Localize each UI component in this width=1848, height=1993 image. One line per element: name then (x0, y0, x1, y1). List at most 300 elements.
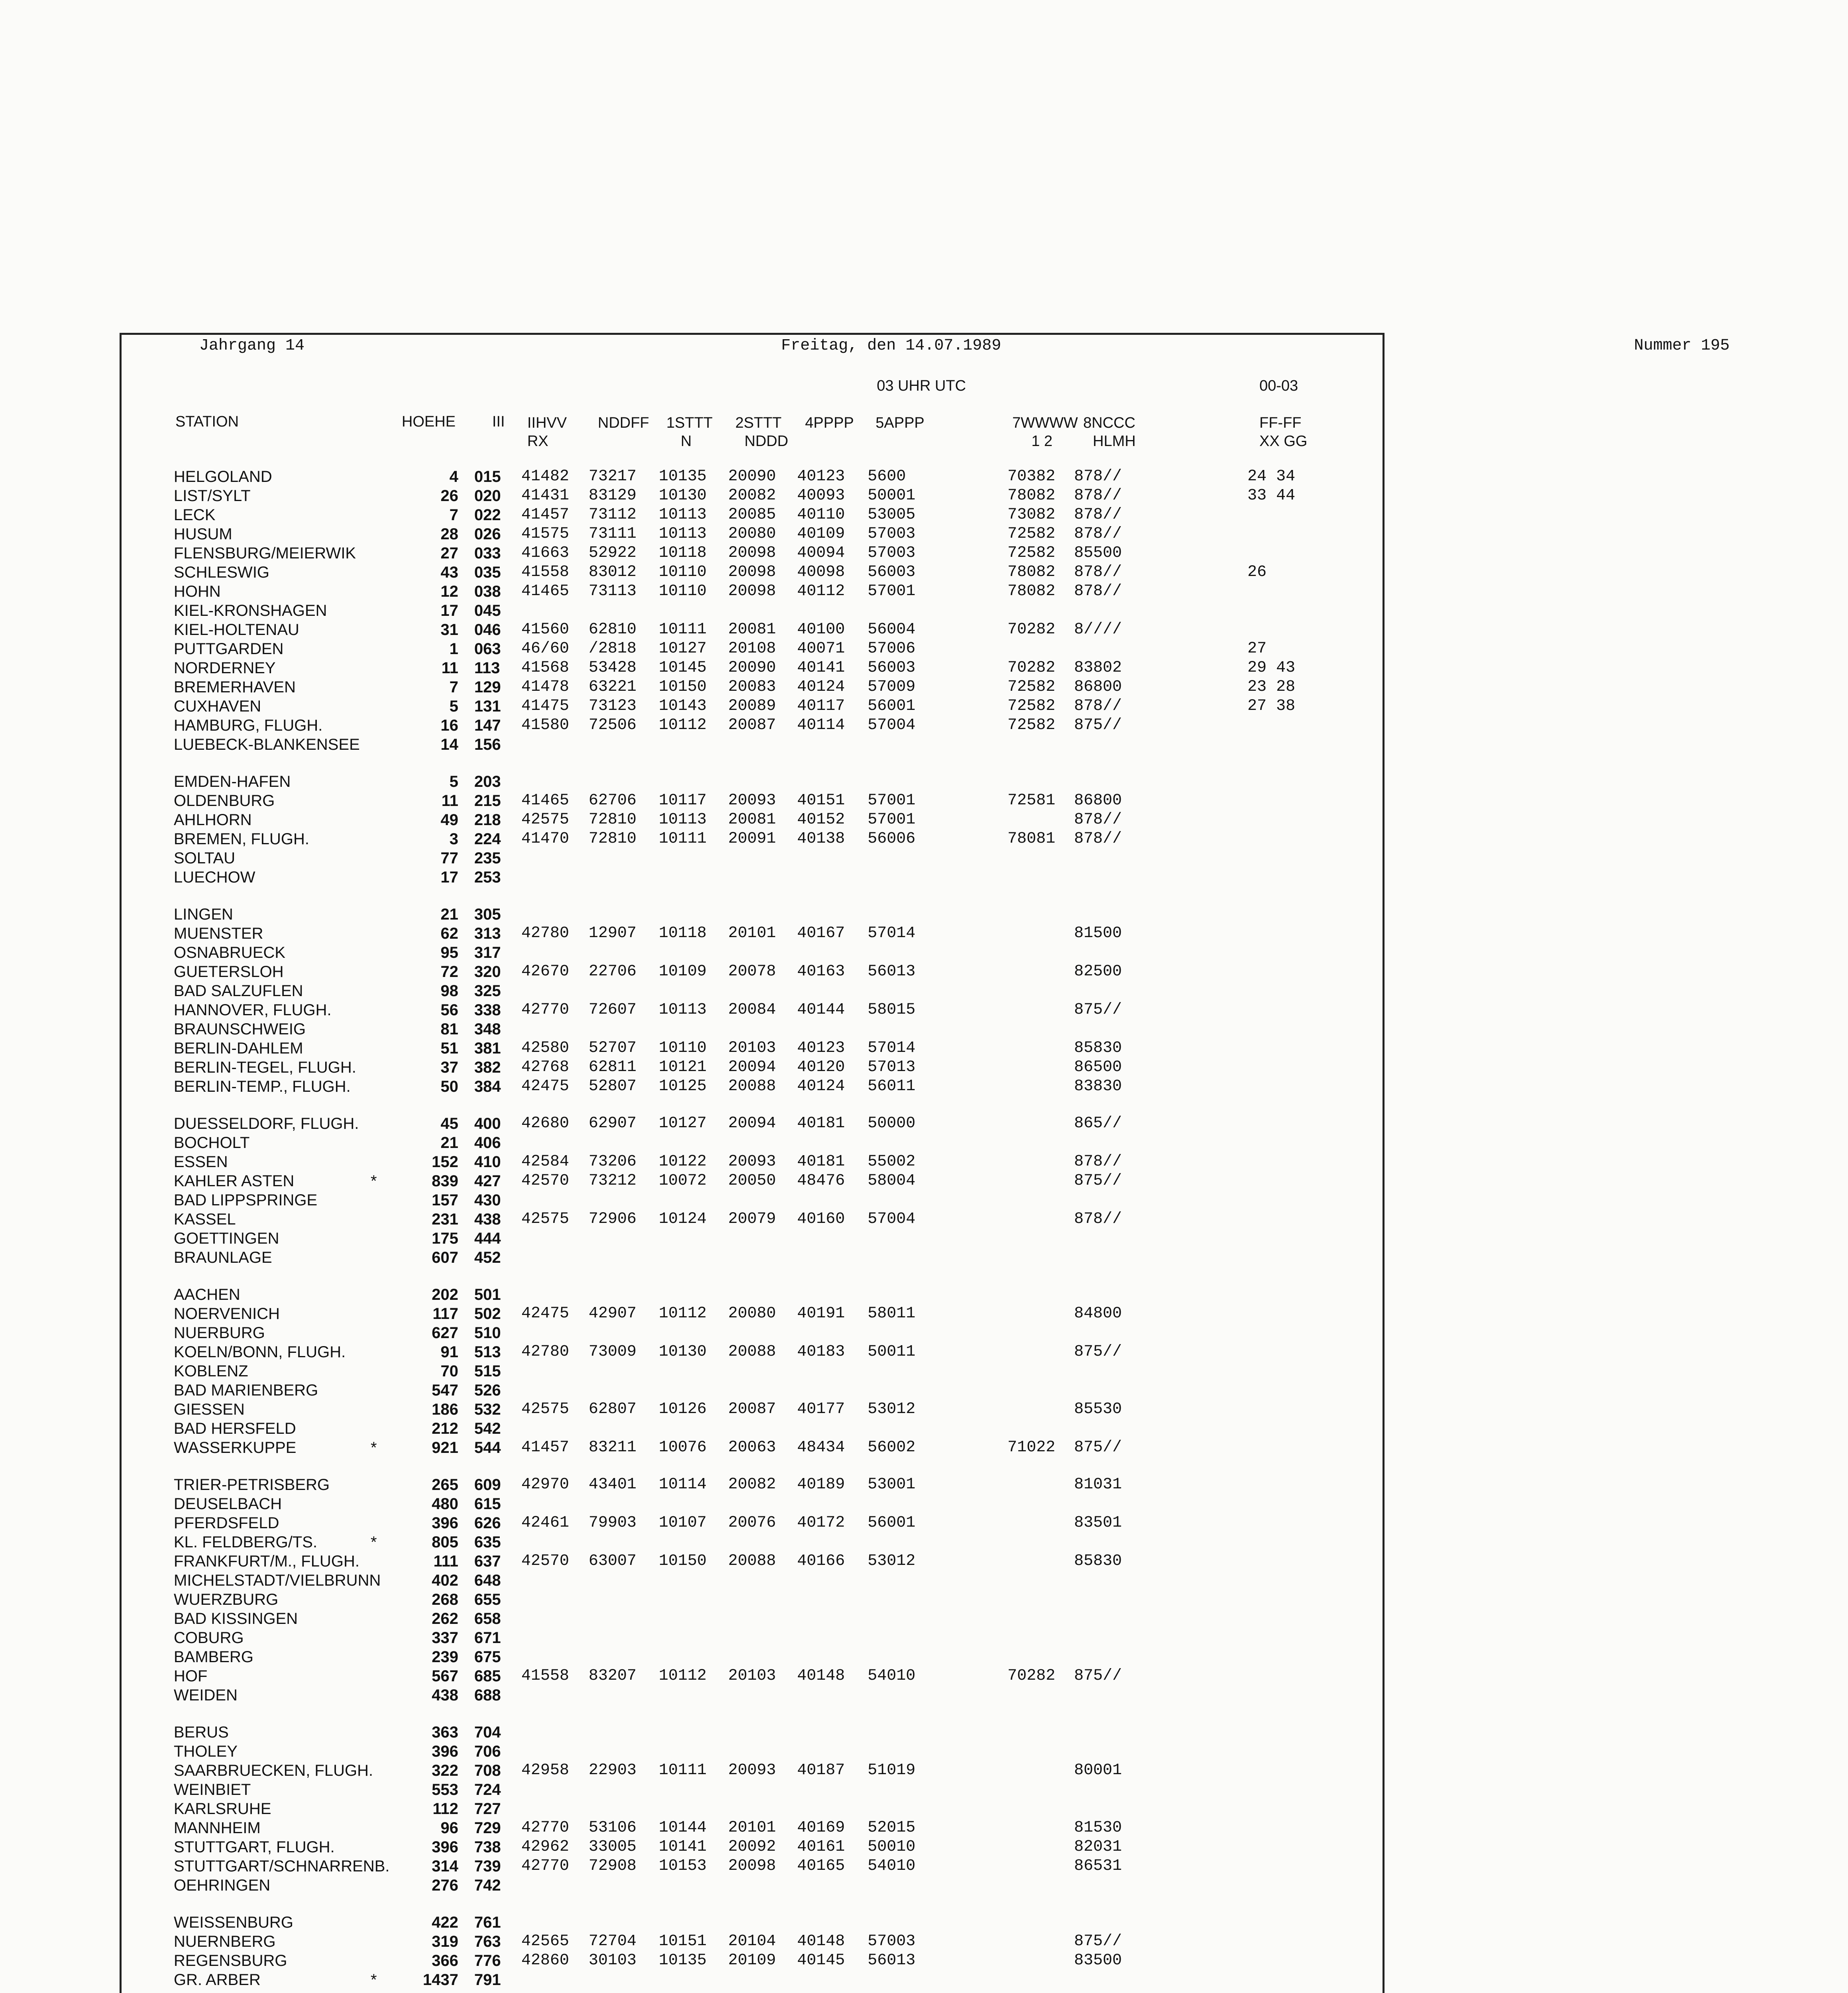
station-name: HUSUM (174, 525, 232, 543)
wind-gust: 27 38 (1247, 697, 1296, 715)
synop-group: 72582 (1007, 544, 1056, 562)
synop-group: 40093 (797, 487, 845, 505)
synop-group: 20101 (728, 1819, 776, 1837)
wind-gust: 27 (1247, 640, 1267, 658)
station-height: 186 (432, 1401, 458, 1418)
station-name: MANNHEIM (174, 1819, 261, 1837)
synop-group: 10117 (659, 792, 707, 810)
synop-group: 42575 (521, 811, 570, 829)
synop-group: 56004 (868, 621, 916, 639)
station-name: WEIDEN (174, 1686, 238, 1704)
synop-group: 57013 (868, 1058, 916, 1076)
synop-group: 20103 (728, 1039, 776, 1057)
synop-group: 20080 (728, 525, 776, 543)
issue-number: Nummer 195 (1634, 337, 1730, 355)
station-id: 384 (474, 1078, 501, 1095)
station-id: 742 (474, 1877, 501, 1894)
synop-group: 54010 (868, 1667, 916, 1685)
col-iihvv-heading: IIHVV (527, 415, 567, 431)
synop-group: 56011 (868, 1077, 916, 1095)
synop-group: 878// (1074, 487, 1122, 505)
synop-group: 8//// (1074, 621, 1122, 639)
synop-group: 72582 (1007, 697, 1056, 715)
station-id: 313 (474, 925, 501, 942)
station-height: 4 (449, 468, 458, 485)
synop-group: 40167 (797, 924, 845, 942)
synop-group: 63007 (589, 1552, 637, 1570)
synop-group: 20084 (728, 1001, 776, 1019)
station-name: KIEL-KRONSHAGEN (174, 602, 327, 619)
synop-group: 41482 (521, 468, 570, 485)
synop-group: 40161 (797, 1838, 845, 1856)
col-ffff-heading: FF-FF (1259, 415, 1302, 431)
station-height: 7 (449, 506, 458, 524)
synop-group: 48476 (797, 1172, 845, 1190)
station-name: OEHRINGEN (174, 1877, 271, 1894)
station-name: THOLEY (174, 1743, 238, 1760)
station-name: KAHLER ASTEN (174, 1172, 295, 1190)
station-id: 430 (474, 1191, 501, 1209)
synop-group: 58004 (868, 1172, 916, 1190)
station-name: KL. FELDBERG/TS. (174, 1533, 318, 1551)
station-height: 49 (440, 811, 458, 829)
station-name: CUXHAVEN (174, 698, 261, 715)
synop-group: 58015 (868, 1001, 916, 1019)
synop-group: 72906 (589, 1210, 637, 1228)
station-id: 400 (474, 1115, 501, 1132)
synop-group: 10113 (659, 1001, 707, 1019)
synop-group: 20088 (728, 1343, 776, 1361)
synop-group: 57003 (868, 525, 916, 543)
synop-group: 81031 (1074, 1476, 1122, 1494)
col-1sttt-heading: 1STTT (666, 415, 713, 431)
station-id: 513 (474, 1343, 501, 1361)
synop-group: 10110 (659, 563, 707, 581)
station-id: 501 (474, 1286, 501, 1303)
station-name: BREMERHAVEN (174, 678, 296, 696)
col-7wwww-heading: 7WWWW (1012, 415, 1078, 431)
station-name: COBURG (174, 1629, 244, 1647)
synop-group: 20088 (728, 1077, 776, 1095)
station-name: NOERVENICH (174, 1305, 280, 1323)
station-id: 763 (474, 1933, 501, 1950)
synop-group: 57001 (868, 792, 916, 810)
synop-group: 20092 (728, 1838, 776, 1856)
synop-group: 40094 (797, 544, 845, 562)
station-height: 112 (432, 1800, 458, 1818)
station-height: 11 (441, 659, 458, 677)
synop-group: 10124 (659, 1210, 707, 1228)
synop-group: 72908 (589, 1857, 637, 1875)
synop-group: 51019 (868, 1761, 916, 1779)
synop-group: 10113 (659, 525, 707, 543)
station-height: 21 (440, 1134, 458, 1152)
synop-group: 72810 (589, 811, 637, 829)
station-name: HELGOLAND (174, 468, 272, 485)
synop-group: 57003 (868, 544, 916, 562)
synop-group: 10141 (659, 1838, 707, 1856)
synop-group: 41560 (521, 621, 570, 639)
station-id: 224 (474, 830, 501, 848)
station-height: 95 (440, 944, 458, 961)
synop-group: 10145 (659, 659, 707, 677)
station-name: BERLIN-TEMP., FLUGH. (174, 1078, 351, 1095)
station-id: 381 (474, 1040, 501, 1057)
synop-group: 86800 (1074, 678, 1122, 696)
station-height: 91 (440, 1343, 458, 1361)
synop-group: 73123 (589, 697, 637, 715)
synop-group: 56003 (868, 563, 916, 581)
synop-group: 40117 (797, 697, 845, 715)
synop-group: 20098 (728, 544, 776, 562)
synop-group: 40160 (797, 1210, 845, 1228)
station-name: MICHELSTADT/VIELBRUNN (174, 1572, 381, 1589)
station-name: SCHLESWIG (174, 564, 270, 581)
station-height: 805 (432, 1533, 458, 1551)
synop-group: 878// (1074, 563, 1122, 581)
synop-group: 20089 (728, 697, 776, 715)
synop-group: 20090 (728, 659, 776, 677)
station-name: BERLIN-DAHLEM (174, 1040, 303, 1057)
synop-group: 70282 (1007, 1667, 1056, 1685)
station-name: KARLSRUHE (174, 1800, 271, 1818)
station-name: HAMBURG, FLUGH. (174, 717, 323, 734)
synop-group: 22706 (589, 963, 637, 981)
station-id: 129 (474, 678, 501, 696)
col-4pppp-heading: 4PPPP (805, 415, 854, 431)
station-height: 175 (432, 1230, 458, 1247)
synop-group: 10076 (659, 1439, 707, 1456)
synop-group: 63221 (589, 678, 637, 696)
time-range-heading: 00-03 (1259, 377, 1298, 394)
wind-gust: 24 34 (1247, 468, 1296, 485)
synop-group: 72506 (589, 716, 637, 734)
synop-group: 20079 (728, 1210, 776, 1228)
station-id: 215 (474, 792, 501, 810)
synop-group: 20094 (728, 1058, 776, 1076)
station-name: BOCHOLT (174, 1134, 250, 1152)
synop-group: 42768 (521, 1058, 570, 1076)
station-height: 17 (440, 602, 458, 619)
synop-group: 20103 (728, 1667, 776, 1685)
station-name: HOF (174, 1667, 208, 1685)
station-id: 203 (474, 773, 501, 790)
synop-group: 40114 (797, 716, 845, 734)
station-id: 113 (474, 659, 500, 677)
synop-group: 42575 (521, 1210, 570, 1228)
hoehe-heading: HOEHE (402, 413, 456, 430)
synop-group: 83802 (1074, 659, 1122, 677)
station-height: 366 (432, 1952, 458, 1969)
synop-group: 73217 (589, 468, 637, 485)
station-id: 637 (474, 1553, 501, 1570)
synop-group: 83830 (1074, 1077, 1122, 1095)
synop-group: 57003 (868, 1932, 916, 1950)
synop-group: 50001 (868, 487, 916, 505)
station-id: 515 (474, 1362, 501, 1380)
station-height: 3 (449, 830, 458, 848)
synop-group: 40124 (797, 1077, 845, 1095)
synop-group: 33005 (589, 1838, 637, 1856)
station-height: 547 (432, 1382, 458, 1399)
synop-group: 40187 (797, 1761, 845, 1779)
synop-group: 62811 (589, 1058, 637, 1076)
station-name: BAD HERSFELD (174, 1420, 296, 1437)
synop-group: 53428 (589, 659, 637, 677)
station-height: 14 (440, 736, 458, 753)
synop-group: 78082 (1007, 582, 1056, 600)
station-height: 921 (432, 1439, 458, 1456)
station-name: BRAUNLAGE (174, 1249, 272, 1266)
station-id: 348 (474, 1020, 501, 1038)
synop-group: 62810 (589, 621, 637, 639)
station-height: 231 (432, 1211, 458, 1228)
synop-group: 10144 (659, 1819, 707, 1837)
synop-group: 40109 (797, 525, 845, 543)
station-height: 157 (432, 1191, 458, 1209)
station-id: 406 (474, 1134, 501, 1152)
synop-group: 56003 (868, 659, 916, 677)
synop-group: 57006 (868, 640, 916, 658)
synop-group: 10072 (659, 1172, 707, 1190)
synop-group: 72704 (589, 1932, 637, 1950)
station-id: 648 (474, 1572, 501, 1589)
station-id: 675 (474, 1648, 501, 1666)
station-name: WEINBIET (174, 1781, 251, 1798)
synop-group: 10126 (659, 1400, 707, 1418)
station-name: KOELN/BONN, FLUGH. (174, 1343, 346, 1361)
station-height: 81 (440, 1020, 458, 1038)
station-heading: STATION (175, 413, 239, 430)
synop-group: 86500 (1074, 1058, 1122, 1076)
station-id: 708 (474, 1762, 501, 1779)
synop-group: 42570 (521, 1552, 570, 1570)
col-8nccc-heading: 8NCCC (1083, 415, 1135, 431)
station-name: REGENSBURG (174, 1952, 287, 1969)
synop-group: 20108 (728, 640, 776, 658)
station-height: 202 (432, 1286, 458, 1303)
col-2sttt-heading: 2STTT (735, 415, 782, 431)
station-height: 96 (440, 1819, 458, 1837)
station-height: 31 (440, 621, 458, 639)
synop-group: 40098 (797, 563, 845, 581)
station-height: 56 (440, 1001, 458, 1019)
station-height: 438 (432, 1686, 458, 1704)
station-height: 11 (441, 792, 458, 810)
synop-group: 20087 (728, 1400, 776, 1418)
station-id: 038 (474, 583, 501, 600)
station-id: 045 (474, 602, 501, 619)
synop-group: 42670 (521, 963, 570, 981)
station-name: NORDERNEY (174, 659, 276, 677)
station-height: 396 (432, 1514, 458, 1532)
station-id: 452 (474, 1249, 501, 1266)
synop-group: 85500 (1074, 544, 1122, 562)
synop-group: 42770 (521, 1819, 570, 1837)
synop-group: 22903 (589, 1761, 637, 1779)
col-5appp-heading: 5APPP (876, 415, 925, 431)
station-id: 739 (474, 1857, 501, 1875)
synop-group: 72581 (1007, 792, 1056, 810)
mountain-marker: * (371, 1971, 377, 1989)
station-height: 239 (432, 1648, 458, 1666)
synop-group: 10135 (659, 1952, 707, 1969)
synop-group: 20088 (728, 1552, 776, 1570)
synop-group: 83129 (589, 487, 637, 505)
synop-group: 50010 (868, 1838, 916, 1856)
station-name: PFERDSFELD (174, 1514, 279, 1532)
wind-gust: 33 44 (1247, 487, 1296, 505)
station-height: 212 (432, 1420, 458, 1437)
synop-group: 20078 (728, 963, 776, 981)
synop-group: 20098 (728, 582, 776, 600)
station-name: SAARBRUECKEN, FLUGH. (174, 1762, 373, 1779)
synop-group: 57001 (868, 582, 916, 600)
station-height: 627 (432, 1324, 458, 1342)
station-id: 544 (474, 1439, 501, 1456)
synop-group: 20085 (728, 506, 776, 524)
station-id: 658 (474, 1610, 501, 1627)
synop-group: 40071 (797, 640, 845, 658)
synop-group: 20081 (728, 811, 776, 829)
station-height: 7 (449, 678, 458, 696)
station-id: 438 (474, 1211, 501, 1228)
synop-group: 5600 (868, 468, 906, 485)
synop-group: 10130 (659, 487, 707, 505)
synop-group: 57014 (868, 924, 916, 942)
station-name: BRAUNSCHWEIG (174, 1020, 306, 1038)
synop-group: 57001 (868, 811, 916, 829)
synop-group: 40110 (797, 506, 845, 524)
synop-group: 42584 (521, 1153, 570, 1171)
synop-group: 875// (1074, 1439, 1122, 1456)
synop-group: 72607 (589, 1001, 637, 1019)
synop-group: 53005 (868, 506, 916, 524)
station-height: 1 (449, 640, 458, 658)
station-id: 035 (474, 564, 501, 581)
station-height: 37 (440, 1059, 458, 1076)
synop-group: 40163 (797, 963, 845, 981)
synop-group: 878// (1074, 811, 1122, 829)
col-n-heading: N (681, 433, 692, 450)
synop-group: 10111 (659, 830, 707, 848)
synop-group: 865// (1074, 1114, 1122, 1132)
synop-group: 10114 (659, 1476, 707, 1494)
station-id: 218 (474, 811, 501, 829)
station-name: BAD SALZUFLEN (174, 982, 303, 1000)
synop-group: 12907 (589, 924, 637, 942)
station-name: FLENSBURG/MEIERWIK (174, 544, 356, 562)
synop-group: 10125 (659, 1077, 707, 1095)
synop-group: 40166 (797, 1552, 845, 1570)
station-height: 27 (440, 544, 458, 562)
station-id: 320 (474, 963, 501, 981)
station-height: 70 (440, 1362, 458, 1380)
station-name: AACHEN (174, 1286, 240, 1303)
synop-group: 10151 (659, 1932, 707, 1950)
station-id: 655 (474, 1591, 501, 1608)
synop-group: 72582 (1007, 678, 1056, 696)
synop-group: 41558 (521, 563, 570, 581)
station-id: 156 (474, 736, 501, 753)
col-hlmh-heading: HLMH (1093, 433, 1136, 450)
station-name: GUETERSLOH (174, 963, 284, 981)
synop-group: 875// (1074, 1932, 1122, 1950)
synop-group: 10110 (659, 1039, 707, 1057)
station-height: 16 (440, 717, 458, 734)
synop-group: 878// (1074, 468, 1122, 485)
synop-group: 72582 (1007, 716, 1056, 734)
station-height: 50 (440, 1078, 458, 1095)
station-id: 325 (474, 982, 501, 1000)
station-id: 147 (474, 717, 501, 734)
station-name: LECK (174, 506, 216, 524)
synop-group: 10127 (659, 640, 707, 658)
synop-group: 40151 (797, 792, 845, 810)
synop-group: 42962 (521, 1838, 570, 1856)
synop-group: 41568 (521, 659, 570, 677)
synop-group: 42780 (521, 924, 570, 942)
station-height: 607 (432, 1249, 458, 1266)
station-id: 635 (474, 1533, 501, 1551)
station-name: GOETTINGEN (174, 1230, 279, 1247)
synop-group: 41457 (521, 506, 570, 524)
synop-group: 40152 (797, 811, 845, 829)
synop-group: 56002 (868, 1439, 916, 1456)
synop-group: 41465 (521, 792, 570, 810)
synop-group: 73112 (589, 506, 637, 524)
synop-group: 80001 (1074, 1761, 1122, 1779)
station-height: 28 (440, 525, 458, 543)
station-height: 396 (432, 1838, 458, 1856)
station-id: 609 (474, 1476, 501, 1494)
station-id: 542 (474, 1420, 501, 1437)
station-id: 727 (474, 1800, 501, 1818)
station-height: 567 (432, 1667, 458, 1685)
station-height: 17 (440, 869, 458, 886)
station-id: 015 (474, 468, 501, 485)
synop-group: 41478 (521, 678, 570, 696)
synop-group: 40124 (797, 678, 845, 696)
synop-group: 20090 (728, 468, 776, 485)
synop-group: 72582 (1007, 525, 1056, 543)
synop-group: 57014 (868, 1039, 916, 1057)
synop-group: 57009 (868, 678, 916, 696)
synop-group: 83501 (1074, 1514, 1122, 1532)
station-height: 422 (432, 1914, 458, 1931)
station-id: 626 (474, 1514, 501, 1532)
station-height: 337 (432, 1629, 458, 1647)
station-name: KOBLENZ (174, 1362, 248, 1380)
synop-group: 62807 (589, 1400, 637, 1418)
synop-group: 42770 (521, 1857, 570, 1875)
synop-group: 42970 (521, 1476, 570, 1494)
synop-group: 40191 (797, 1305, 845, 1323)
synop-group: 73111 (589, 525, 637, 543)
station-id: 022 (474, 506, 501, 524)
station-height: 98 (440, 982, 458, 1000)
synop-group: 10121 (659, 1058, 707, 1076)
synop-group: 85830 (1074, 1039, 1122, 1057)
station-height: 396 (432, 1743, 458, 1760)
synop-group: 53012 (868, 1400, 916, 1418)
station-height: 72 (440, 963, 458, 981)
synop-group: 42580 (521, 1039, 570, 1057)
synop-group: 20081 (728, 621, 776, 639)
synop-group: 56013 (868, 963, 916, 981)
synop-group: 10118 (659, 924, 707, 942)
synop-group: 20109 (728, 1952, 776, 1969)
